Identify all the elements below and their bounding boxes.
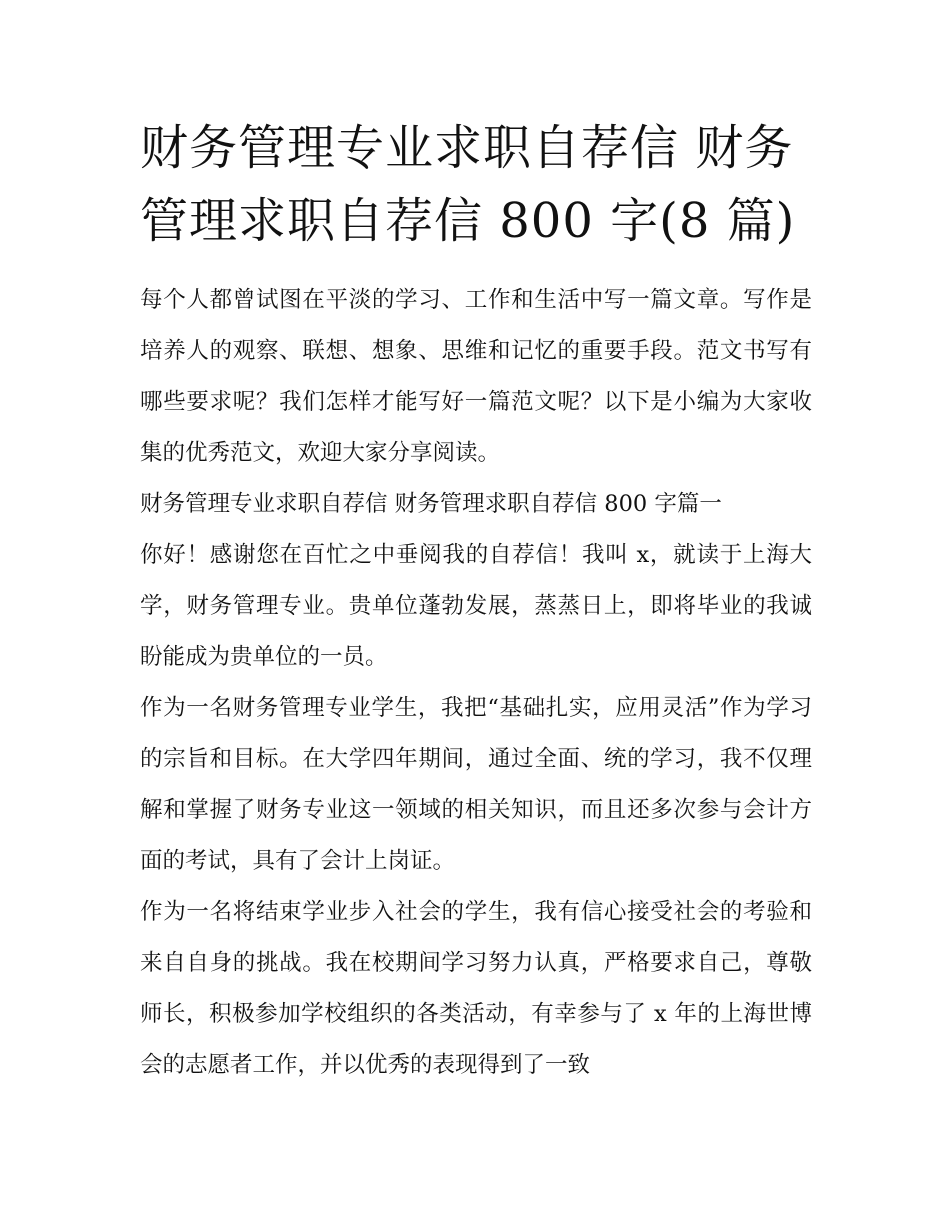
body-paragraph: 作为一名财务管理专业学生，我把“基础扎实，应用灵活”作为学习的宗旨和目标。在大学四年期间，通过全面、统的学习，我不仅理解和掌握了财务专业这一领域的相关知识，而且还多次参与会计方面的考试，具有了会计上岗证。 [140, 695, 812, 874]
document-body [140, 275, 812, 1091]
section-heading: 财务管理专业求职自荐信 财务管理求职自荐信 800 字篇一 [140, 491, 722, 517]
document-title: 财务管理专业求职自荐信 财务管理求职自荐信 800 字(8 篇) [140, 120, 796, 249]
intro-paragraph: 每个人都曾试图在平淡的学习、工作和生活中写一篇文章。写作是培养人的观察、联想、想象、思维和记忆的重要手段。范文书写有哪些要求呢？我们怎样才能写好一篇范文呢？以下是小编为大家收集的优秀范文，欢迎大家分享阅读。 [140, 287, 812, 466]
body-paragraph: 你好！感谢您在百忙之中垂阅我的自荐信！我叫 x，就读于上海大学，财务管理专业。贵单位蓬勃发展，蒸蒸日上，即将毕业的我诚盼能成为贵单位的一员。 [140, 542, 812, 670]
document-page [140, 112, 812, 1091]
body-paragraph: 作为一名将结束学业步入社会的学生，我有信心接受社会的考验和来自自身的挑战。我在校期间学习努力认真，严格要求自己，尊敬师长，积极参加学校组织的各类活动，有幸参与了 x 年的上海世博会的志愿者工作，并以优秀的表现得到了一致 [140, 899, 812, 1078]
